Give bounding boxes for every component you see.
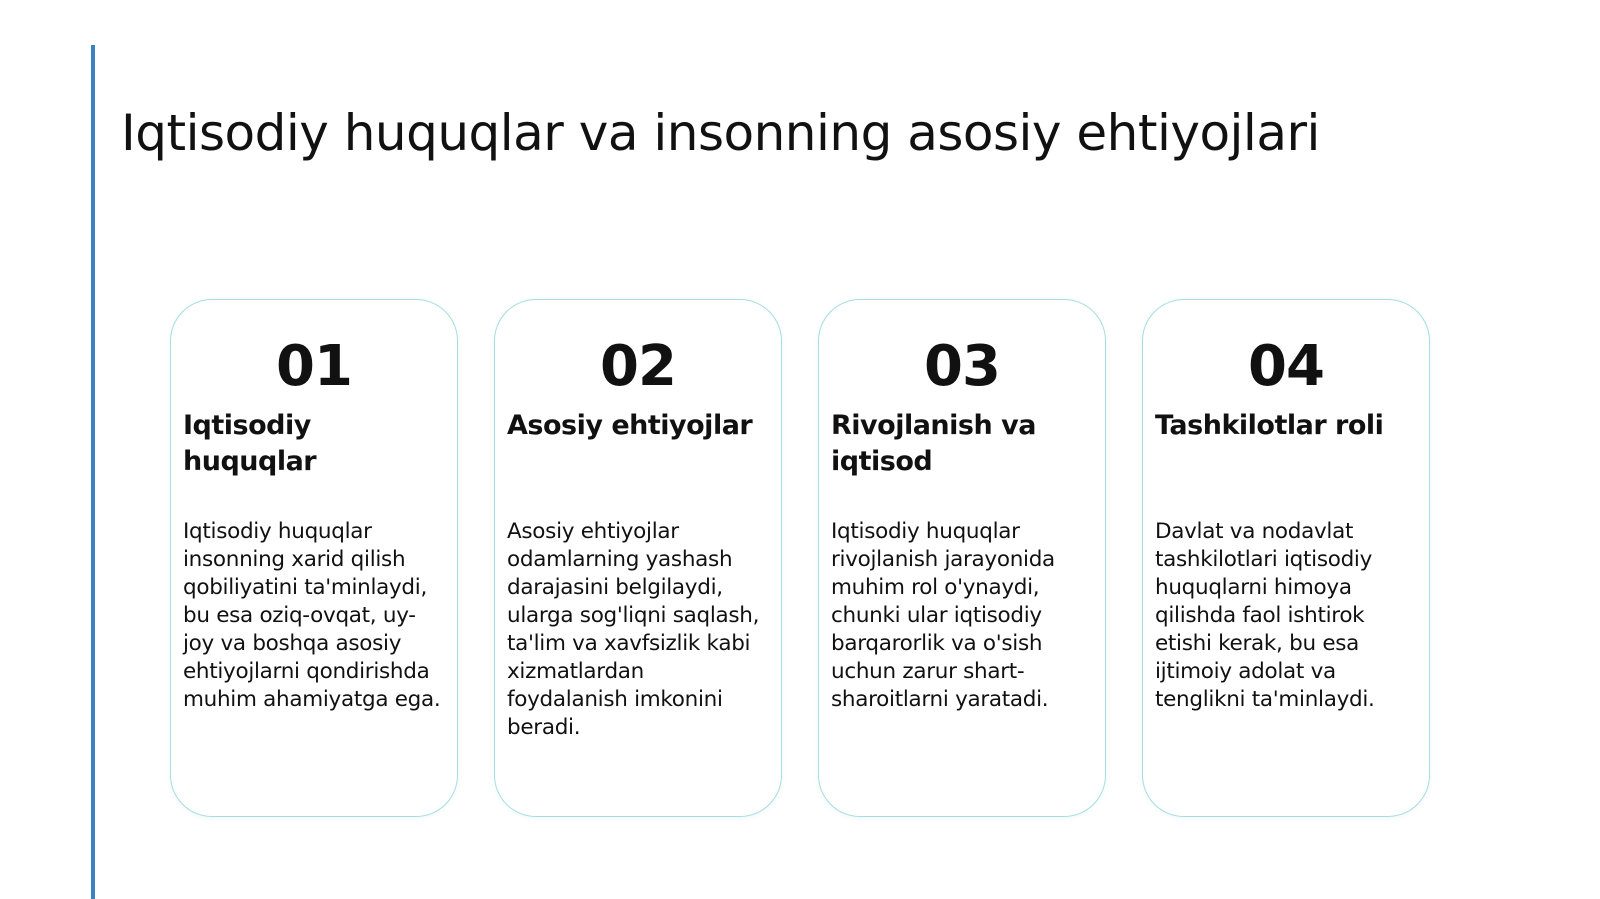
card-heading: Tashkilotlar roli <box>1155 410 1384 441</box>
card-number: 04 <box>1248 334 1324 399</box>
card-number: 02 <box>600 334 676 399</box>
card-heading: Rivojlanish va iqtisod <box>831 410 1036 477</box>
card-body: Davlat va nodavlat tashkilotlari iqtisodiy huquqlarni himoya qilishda faol ishtirok etishi kerak, bu esa ijtimoiy adolat va tenglikni ta'minlaydi. <box>1155 519 1375 712</box>
card-body: Asosiy ehtiyojlar odamlarning yashash darajasini belgilaydi, ularga sog'liqni saqlash, ta'lim va xavfsizlik kabi xizmatlardan foydalanish imkonini beradi. <box>507 519 760 740</box>
card-row <box>170 299 1430 817</box>
card-02 <box>494 299 782 817</box>
slide-title: Iqtisodiy huquqlar va insonning asosiy ehtiyojlari <box>121 104 1320 162</box>
card-body: Iqtisodiy huquqlar rivojlanish jarayonida muhim rol o'ynaydi, chunki ular iqtisodiy barqarorlik va o'sish uchun zarur shart-sharoitlarni yaratadi. <box>831 519 1055 712</box>
accent-bar <box>91 45 95 899</box>
card-03 <box>818 299 1106 817</box>
card-number: 03 <box>924 334 1000 399</box>
card-number: 01 <box>276 334 352 399</box>
card-heading: Iqtisodiy huquqlar <box>183 410 317 477</box>
card-heading: Asosiy ehtiyojlar <box>507 410 753 441</box>
card-01 <box>170 299 458 817</box>
card-body: Iqtisodiy huquqlar insonning xarid qilish qobiliyatini ta'minlaydi, bu esa oziq-ovqat, uy-joy va boshqa asosiy ehtiyojlarni qondirishda muhim ahamiyatga ega. <box>183 519 441 712</box>
card-04 <box>1142 299 1430 817</box>
